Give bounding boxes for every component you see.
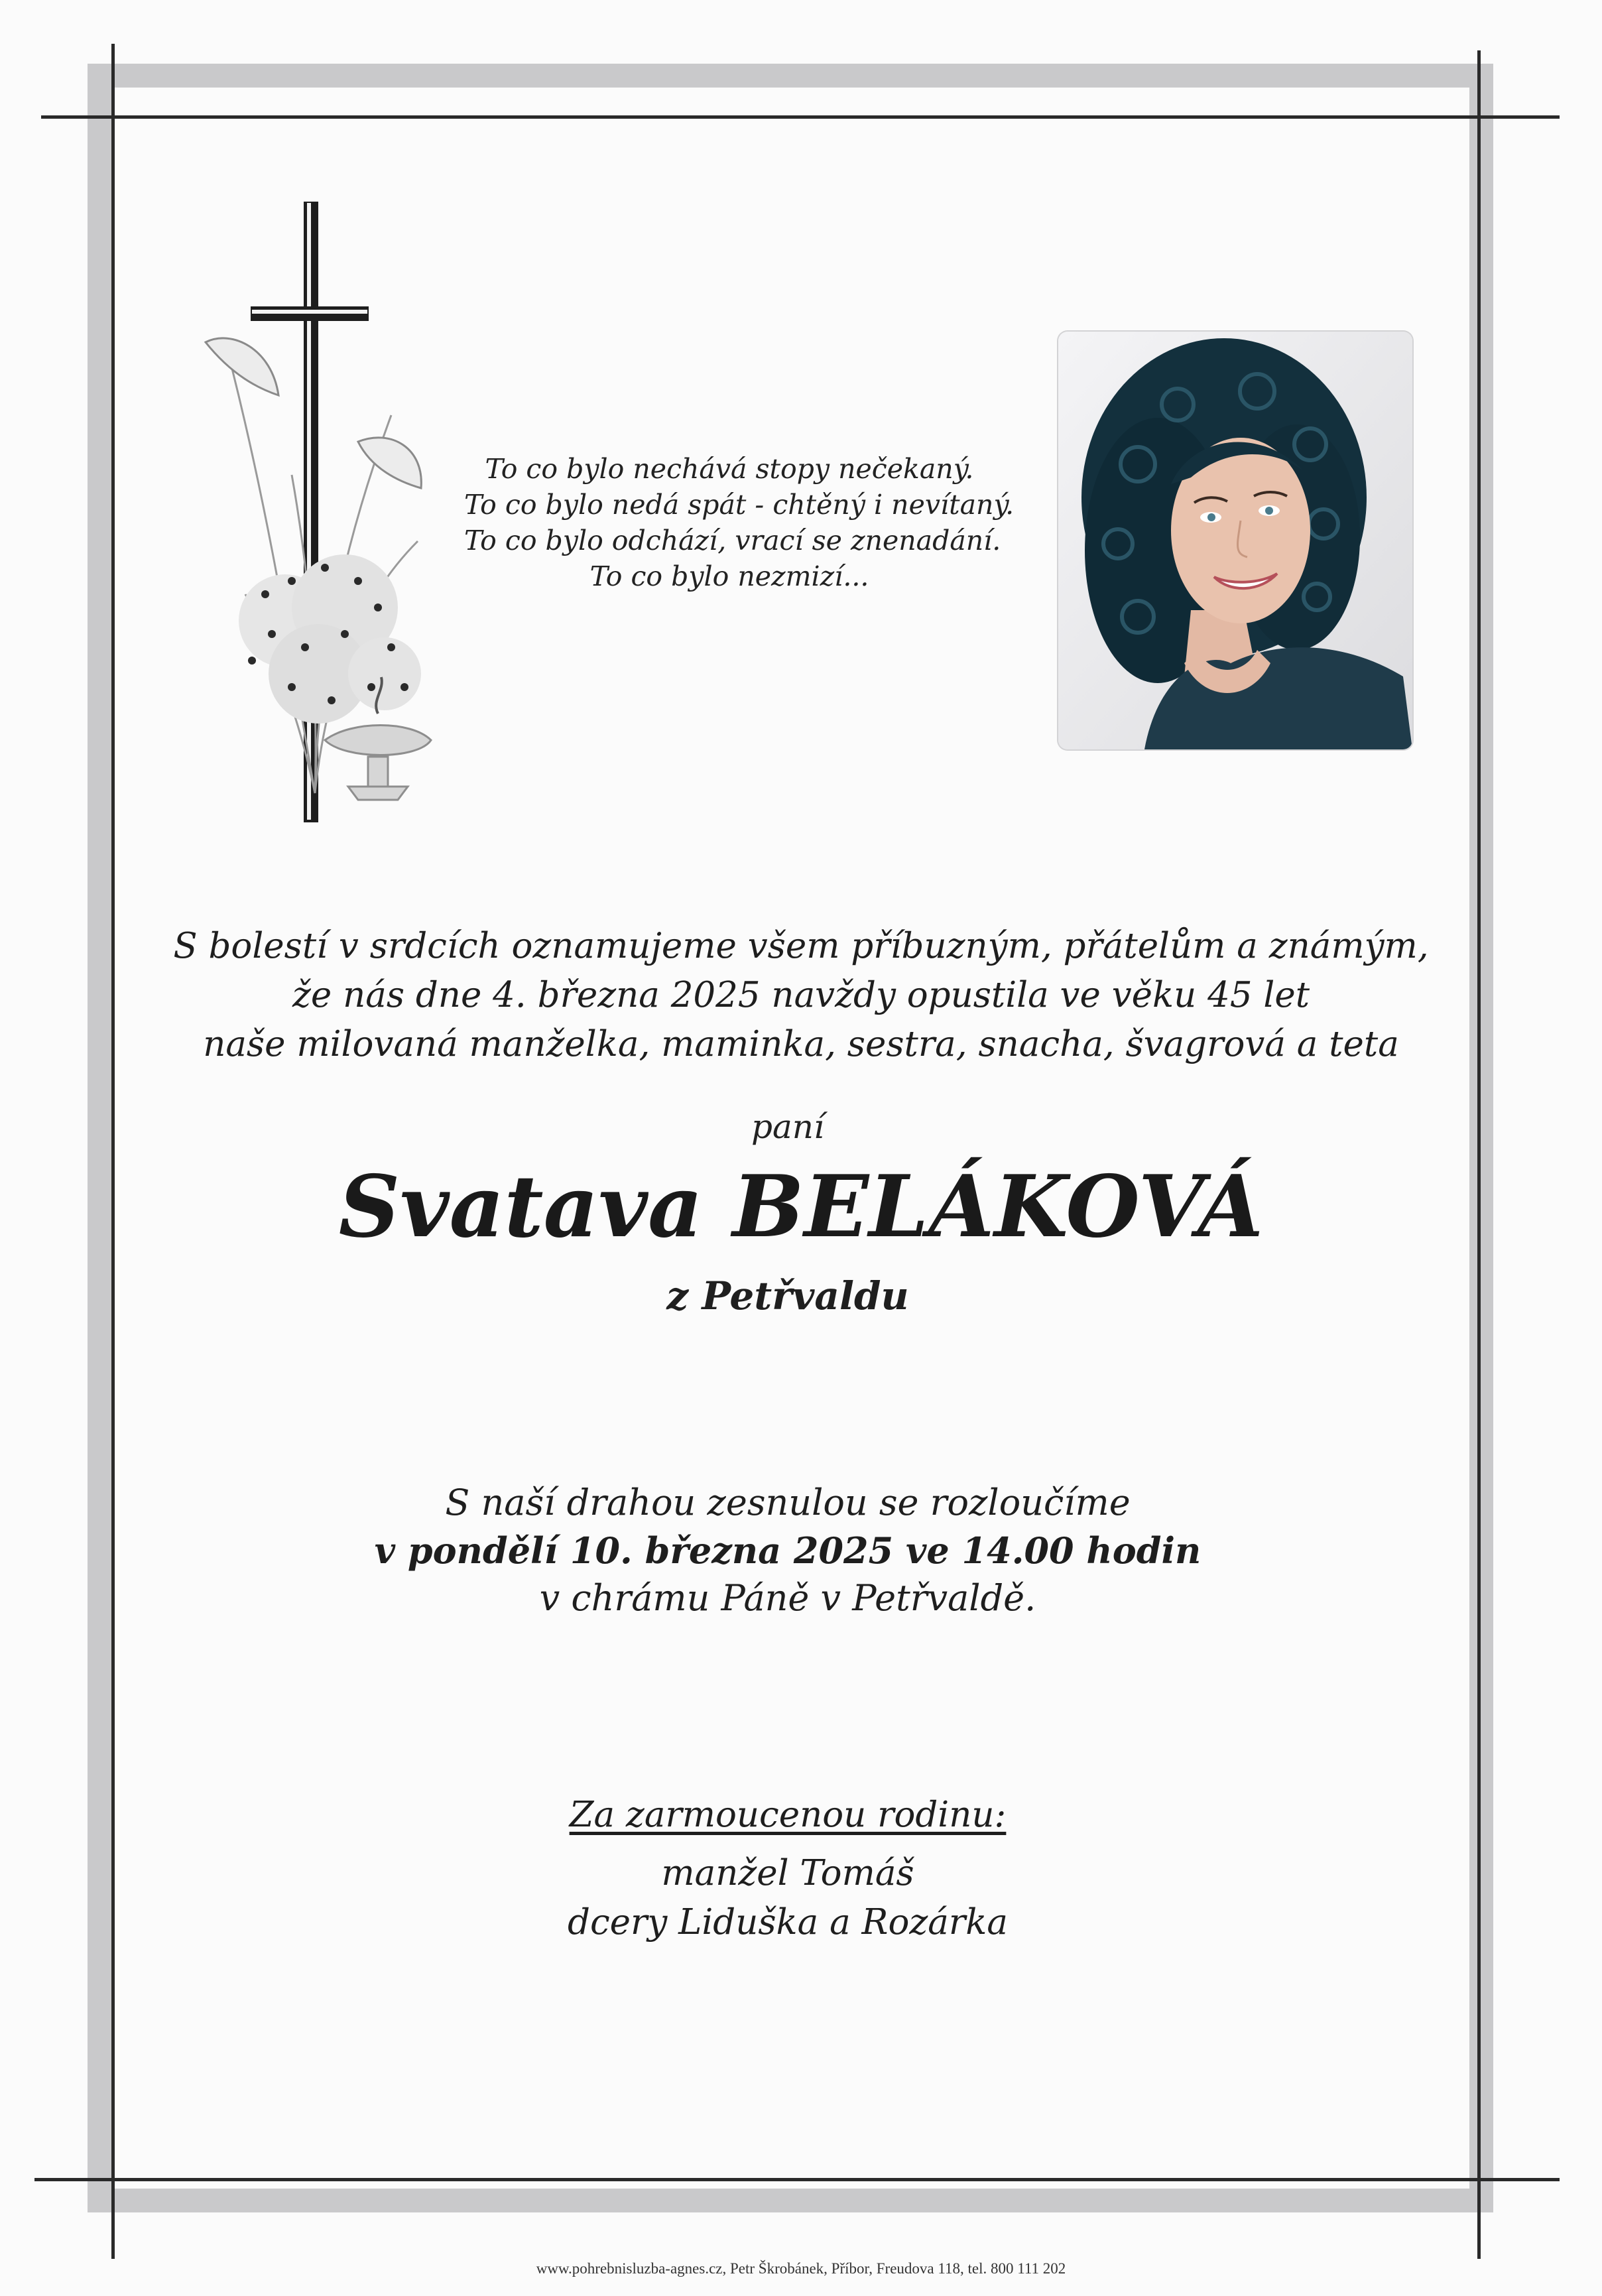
poem-line: To co bylo nezmizí... xyxy=(589,560,869,592)
announcement xyxy=(159,922,1443,1069)
farewell-intro: S naší drahou zesnulou se rozloučíme xyxy=(445,1482,1131,1523)
hometown: z Petřvaldu xyxy=(666,1273,909,1318)
announcement-line: že nás dne 4. března 2025 navždy opustila ve věku 45 let xyxy=(292,975,1310,1015)
frame-line-bottom xyxy=(34,2178,1560,2181)
poem xyxy=(464,451,1015,594)
farewell-date-time: v pondělí 10. března 2025 ve 14.00 hodin xyxy=(374,1529,1202,1572)
frame-band-right xyxy=(1469,64,1493,2212)
portrait-image xyxy=(1058,332,1412,749)
honorific: paní xyxy=(751,1108,824,1146)
announcement-line: naše milovaná manželka, maminka, sestra, snacha, švagrová a teta xyxy=(203,1024,1399,1064)
family-heading: Za zarmoucenou rodinu: xyxy=(569,1795,1007,1835)
portrait-photo xyxy=(1058,332,1412,749)
frame-band-bottom xyxy=(88,2189,1493,2212)
announcement-line: S bolestí v srdcích oznamujeme všem příbuzným, přátelům a známým, xyxy=(173,926,1429,966)
family-member: manžel Tomáš xyxy=(661,1853,914,1893)
frame-line-top xyxy=(41,115,1560,119)
cross-flowers-icon xyxy=(192,196,504,826)
farewell-place: v chrámu Páně v Petřvaldě. xyxy=(539,1577,1036,1619)
frame-band-left xyxy=(88,64,111,2212)
poem-line: To co bylo nechává stopy nečekaný. xyxy=(485,453,974,485)
family-signature xyxy=(398,1791,1178,1947)
deceased-name: Svatava BELÁKOVÁ xyxy=(338,1157,1264,1257)
family-member: dcery Liduška a Rozárka xyxy=(568,1902,1008,1943)
frame-line-right xyxy=(1477,50,1481,2259)
frame-line-left xyxy=(111,44,115,2259)
poem-line: To co bylo odchází, vrací se znenadání. xyxy=(464,525,1001,556)
poem-line: To co bylo nedá spát - chtěný i nevítaný. xyxy=(464,489,1015,521)
farewell-info xyxy=(199,1479,1377,1622)
funeral-service-footer: www.pohrebnisluzba-agnes.cz, Petr Škrobánek, Příbor, Freudova 118, tel. 800 111 202 xyxy=(536,2260,1066,2277)
frame-band-top xyxy=(88,64,1493,88)
